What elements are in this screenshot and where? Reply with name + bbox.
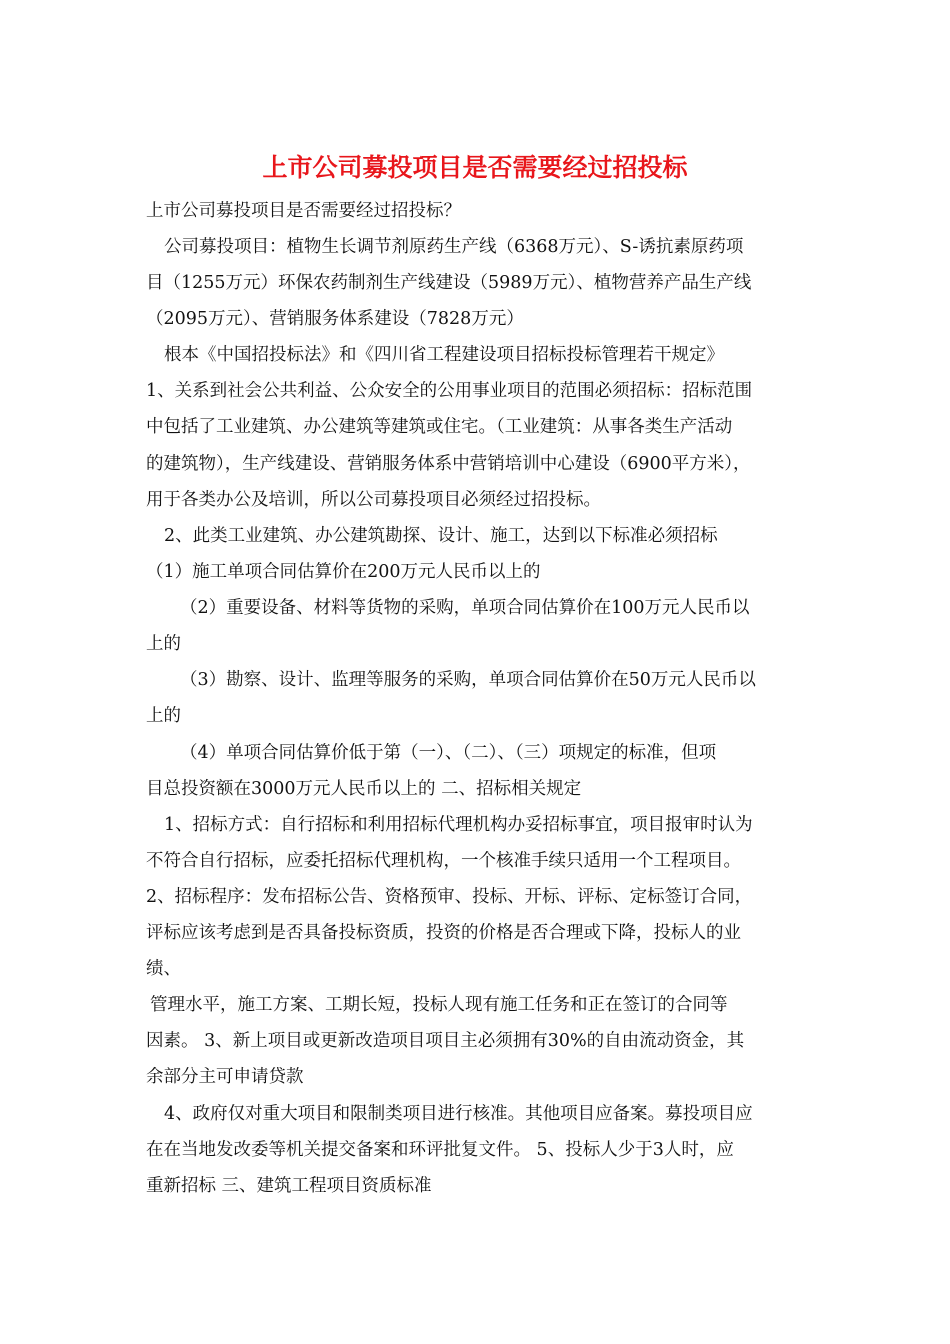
body-line: 中包括了工业建筑、办公建筑等建筑或住宅。（工业建筑：从事各类生产活动	[146, 417, 733, 437]
body-line: 评标应该考虑到是否具备投标资质，投资的价格是否合理或下降，投标人的业	[146, 923, 741, 943]
body-line: （1）施工单项合同估算价在200万元人民币以上的	[146, 562, 541, 582]
body-line: 在在当地发改委等机关提交备案和环评批复文件。 5、投标人少于3人时，应	[146, 1140, 734, 1160]
body-line: 管理水平，施工方案、工期长短，投标人现有施工任务和正在签订的合同等	[150, 995, 728, 1015]
body-line: 的建筑物），生产线建设、营销服务体系中营销培训中心建设（6900平方米），	[146, 454, 751, 474]
body-line: （2）重要设备、材料等货物的采购，单项合同估算价在100万元人民币以	[180, 598, 750, 618]
body-line: （2095万元）、营销服务体系建设（7828万元）	[146, 309, 524, 329]
body-line: 目（1255万元）环保农药制剂生产线建设（5989万元）、植物营养产品生产线	[146, 273, 752, 293]
body-line: 不符合自行招标，应委托招标代理机构，一个核准手续只适用一个工程项目。	[146, 851, 741, 871]
body-line: 上的	[146, 706, 181, 726]
body-line: （3）勘察、设计、监理等服务的采购，单项合同估算价在50万元人民币以	[180, 670, 756, 690]
body-line: 1、关系到社会公共利益、公众安全的公用事业项目的范围必须招标：招标范围	[146, 381, 753, 401]
body-line: 重新招标 三、建筑工程项目资质标准	[146, 1176, 432, 1196]
body-line: 1、招标方式：自行招标和利用招标代理机构办妥招标事宜，项目报审时认为	[164, 815, 753, 835]
body-line: 绩、	[146, 959, 181, 979]
body-line: （4）单项合同估算价低于第（一）、（二）、（三）项规定的标准，但项	[180, 743, 717, 763]
body-line: 用于各类办公及培训，所以公司募投项目必须经过招投标。	[146, 490, 601, 510]
body-line: 因素。 3、新上项目或更新改造项目项目主必须拥有30%的自由流动资金，其	[146, 1031, 745, 1051]
body-line: 公司募投项目：植物生长调节剂原药生产线（6368万元）、S-诱抗素原药项	[164, 237, 744, 257]
body-line: 上市公司募投项目是否需要经过招投标？	[146, 201, 461, 221]
document-title: 上市公司募投项目是否需要经过招投标	[262, 153, 688, 182]
body-line: 4、政府仅对重大项目和限制类项目进行核准。其他项目应备案。募投项目应	[164, 1104, 753, 1124]
body-line: 目总投资额在3000万元人民币以上的 二、招标相关规定	[146, 779, 582, 799]
body-line: 2、此类工业建筑、办公建筑勘探、设计、施工，达到以下标准必须招标	[164, 526, 718, 546]
body-line: 根本《中国招投标法》和《四川省工程建设项目招标投标管理若干规定》	[164, 345, 724, 365]
body-line: 余部分主可申请贷款	[146, 1067, 304, 1087]
body-line: 上的	[146, 634, 181, 654]
body-line: 2、招标程序：发布招标公告、资格预审、投标、开标、评标、定标签订合同，	[146, 887, 753, 907]
